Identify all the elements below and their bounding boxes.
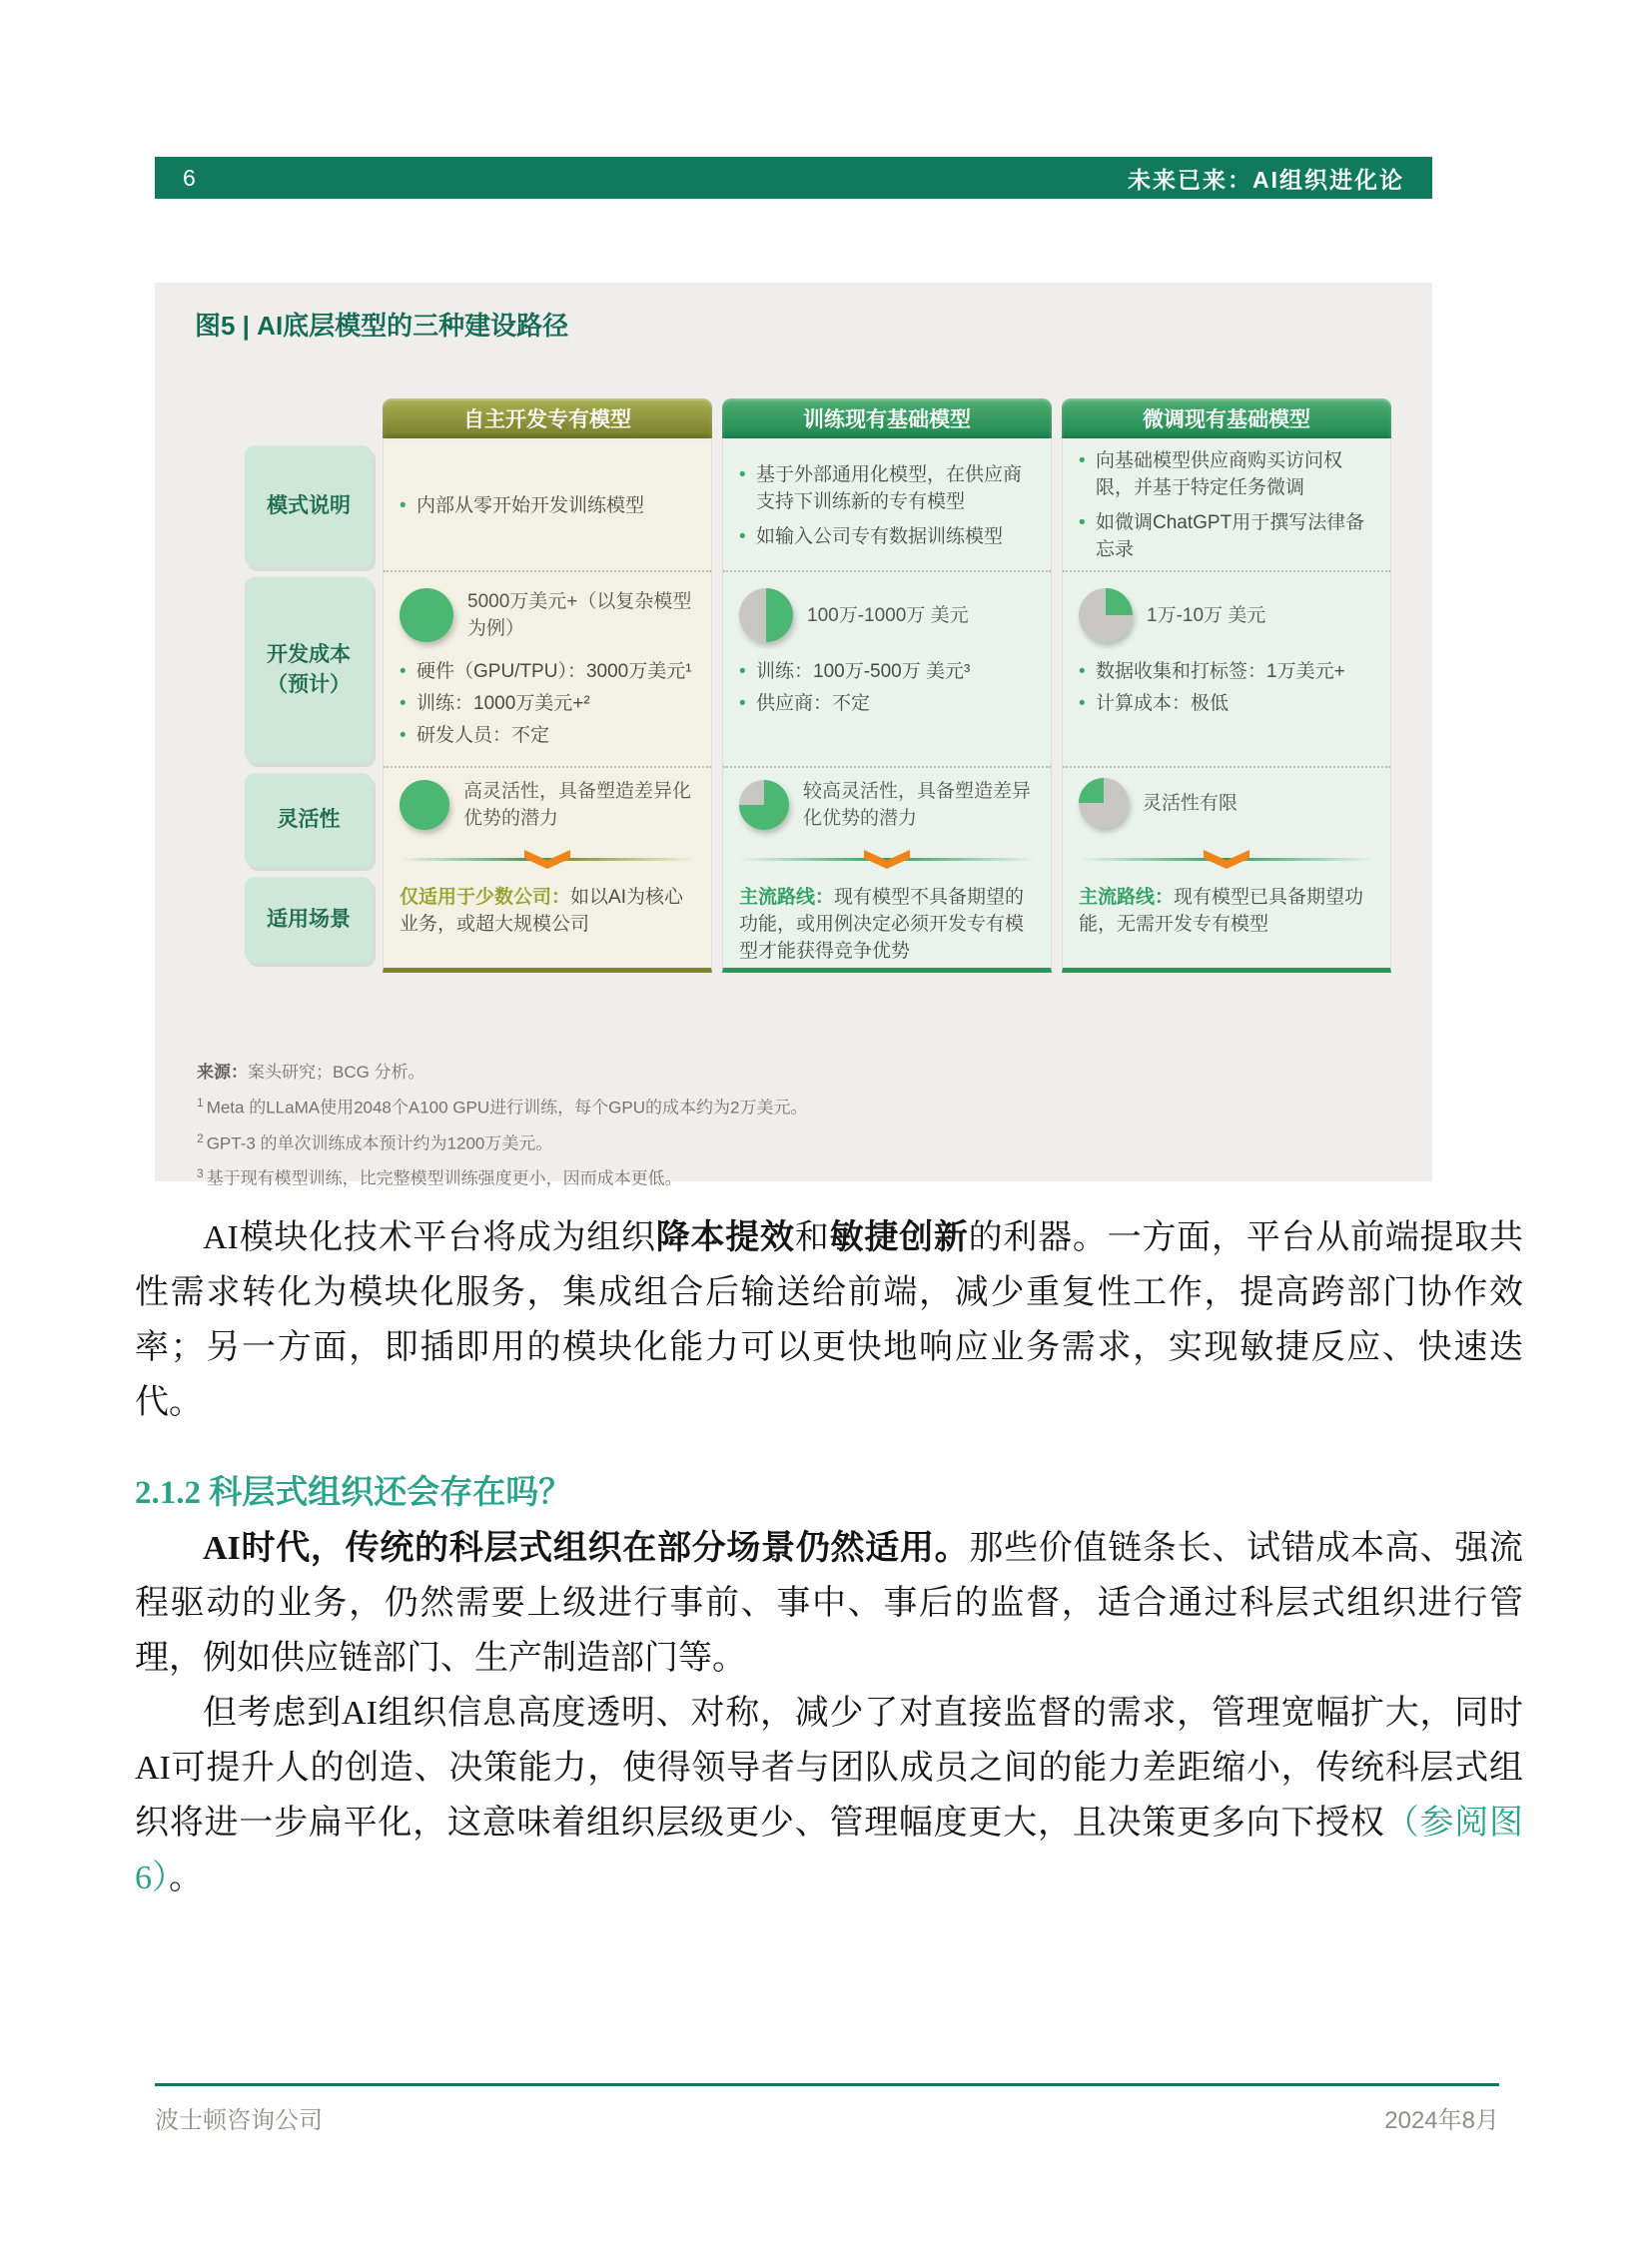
column-finetune-existing — [1062, 398, 1391, 973]
bullet-item: • 研发人员：不定 — [400, 722, 695, 749]
footnote-text: Meta 的LLaMA使用2048个A100 GPU进行训练，每个GPU的成本约为2万美元。 — [206, 1098, 808, 1118]
cell-development-cost — [1063, 572, 1390, 768]
publish-date: 2024年8月 — [1384, 2107, 1499, 2134]
footnote-number: 3 — [197, 1166, 204, 1181]
flexibility-pie — [739, 780, 789, 830]
cost-pie — [400, 588, 453, 642]
row-label-mode: 模式说明 — [245, 445, 373, 567]
paragraph-text: 和 — [794, 1219, 830, 1256]
scenario-text: 现有模型不具备期望的功能，或用例决定必须开发专有模型才能获得竞争优势 — [739, 887, 1025, 962]
section-heading: 2.1.2 科层式组织还会存在吗？ — [135, 1475, 572, 1511]
figure-notes — [197, 1057, 1392, 1194]
figure-title: 图5 | AI底层模型的三种建设路径 — [195, 311, 569, 341]
footnote-text: GPT-3 的单次训练成本预计约为1200万美元。 — [206, 1133, 553, 1153]
cost-headline: 1万-10万 美元 — [1147, 604, 1266, 626]
label-header-spacer — [245, 398, 373, 440]
column-body — [722, 440, 1052, 973]
cost-headline: 5000万美元+（以复杂模型为例） — [467, 591, 692, 639]
column-header: 自主开发专有模型 — [383, 398, 712, 438]
paragraph-text: 的利器。一方面，平台从前端提取共性需求转化为模块化服务，集成组合后输送给前端，减少重复性工作，提高跨部门协作效率；另一方面，即插即用的模块化能力可以更快地响应业务需求，实现敏捷反应、快速迭代。 — [135, 1219, 1524, 1421]
cell-mode-description — [1063, 440, 1390, 572]
flexibility-text: 高灵活性，具备塑造差异化优势的潜力 — [463, 781, 692, 829]
row-label-scenario: 适用场景 — [245, 877, 373, 963]
bullet-item: • 硬件（GPU/TPU）：3000万美元¹ — [400, 658, 695, 685]
column-header: 训练现有基础模型 — [722, 398, 1052, 438]
source-text: 案头研究；BCG 分析。 — [248, 1063, 425, 1082]
cell-development-cost — [384, 572, 711, 768]
cell-mode-description — [384, 440, 711, 572]
bold-phrase: AI时代，传统的科层式组织在部分场景仍然适用。 — [203, 1530, 970, 1567]
footnote-number: 1 — [197, 1096, 204, 1110]
cell-scenario — [723, 872, 1051, 968]
row-label-column — [245, 398, 373, 973]
flexibility-text: 灵活性有限 — [1143, 792, 1239, 814]
bold-phrase: 降本提效 — [655, 1219, 795, 1256]
cost-pie — [739, 588, 793, 642]
column-self-develop — [383, 398, 712, 973]
cost-pie — [1079, 588, 1133, 642]
bullet-item: • 计算成本：极低 — [1079, 690, 1374, 717]
cell-mode-description — [723, 440, 1051, 572]
flexibility-text: 较高灵活性，具备塑造差异化优势的潜力 — [803, 781, 1032, 829]
bullet-item: • 训练：1000万美元+² — [400, 690, 695, 717]
cell-flexibility — [723, 768, 1051, 872]
bullet-item: • 如微调ChatGPT用于撰写法律备忘录 — [1079, 509, 1374, 563]
scenario-lead: 仅适用于少数公司： — [400, 887, 571, 908]
cell-flexibility — [384, 768, 711, 872]
column-body — [383, 440, 712, 973]
paragraph-1 — [135, 1210, 1523, 1430]
bullet-item: • 向基础模型供应商购买访问权限，并基于特定任务微调 — [1079, 447, 1374, 501]
cell-flexibility — [1063, 768, 1390, 872]
flexibility-pie — [400, 780, 449, 830]
page-footer — [155, 2083, 1499, 2135]
column-body — [1062, 440, 1391, 973]
bold-phrase: 敏捷创新 — [829, 1219, 969, 1256]
footnote — [197, 1088, 1392, 1123]
figure-6-cross-reference[interactable]: （参阅图6） — [135, 1805, 1524, 1896]
paragraph-text: AI模块化技术平台将成为组织 — [203, 1219, 656, 1256]
bullet-item: • 基于外部通用化模型，在供应商支持下训练新的专有模型 — [739, 461, 1035, 515]
footnote — [197, 1123, 1392, 1159]
cost-headline: 100万-1000万 美元 — [807, 604, 969, 626]
bullet-item: • 供应商：不定 — [739, 690, 1035, 717]
column-train-existing — [722, 398, 1052, 973]
footnote-text: 基于现有模型训练，比完整模型训练强度更小，因而成本更低。 — [206, 1168, 682, 1188]
source-label: 来源： — [197, 1063, 248, 1082]
scenario-text: 如以AI为核心业务，或超大规模公司 — [400, 887, 683, 935]
paragraph-text: 但考虑到AI组织信息高度透明、对称，减少了对直接监督的需求，管理宽幅扩大，同时AI可提升人的创造、决策能力，使得领导者与团队成员之间的能力差距缩小，传统科层式组织将进一步扁平化，这意味着组织层级更少、管理幅度更大，且决策更多向下授权 — [135, 1695, 1523, 1842]
cell-scenario — [1063, 872, 1390, 968]
bullet-item: • 如输入公司专有数据训练模型 — [739, 523, 1035, 550]
cell-development-cost — [723, 572, 1051, 768]
column-header: 微调现有基础模型 — [1062, 398, 1391, 438]
footnote — [197, 1158, 1392, 1194]
body-content — [135, 1210, 1523, 1905]
paragraph-2 — [135, 1521, 1523, 1686]
paragraph-3 — [135, 1686, 1523, 1905]
figure-5 — [155, 283, 1432, 1188]
paragraph-text: 那些价值链条长、试错成本高、强流程驱动的业务，仍然需要上级进行事前、事中、事后的监督，适合通过科层式组织进行管理，例如供应链部门、生产制造部门等。 — [135, 1530, 1523, 1677]
bullet-item: • 数据收集和打标签：1万美元+ — [1079, 658, 1374, 685]
source-note — [197, 1057, 1392, 1088]
comparison-table — [245, 398, 1392, 973]
company-name: 波士顿咨询公司 — [155, 2107, 323, 2134]
row-label-cost: 开发成本（预计） — [245, 577, 373, 763]
report-title: 未来已来：AI组织进化论 — [1128, 166, 1404, 193]
bullet-item: • 训练：100万-500万 美元³ — [739, 658, 1035, 685]
footnote-number: 2 — [197, 1130, 204, 1145]
page-number: 6 — [183, 164, 196, 191]
bullet-item: • 内部从零开始开发训练模型 — [400, 492, 695, 519]
scenario-lead: 主流路线： — [739, 887, 835, 908]
paragraph-text: 。 — [169, 1860, 203, 1896]
cell-scenario — [384, 872, 711, 968]
row-label-flexibility: 灵活性 — [245, 773, 373, 867]
scenario-lead: 主流路线： — [1079, 887, 1175, 908]
flexibility-pie — [1079, 778, 1129, 828]
scenario-text: 现有模型已具备期望功能，无需开发专有模型 — [1079, 887, 1364, 935]
page-header-bar — [155, 157, 1432, 199]
